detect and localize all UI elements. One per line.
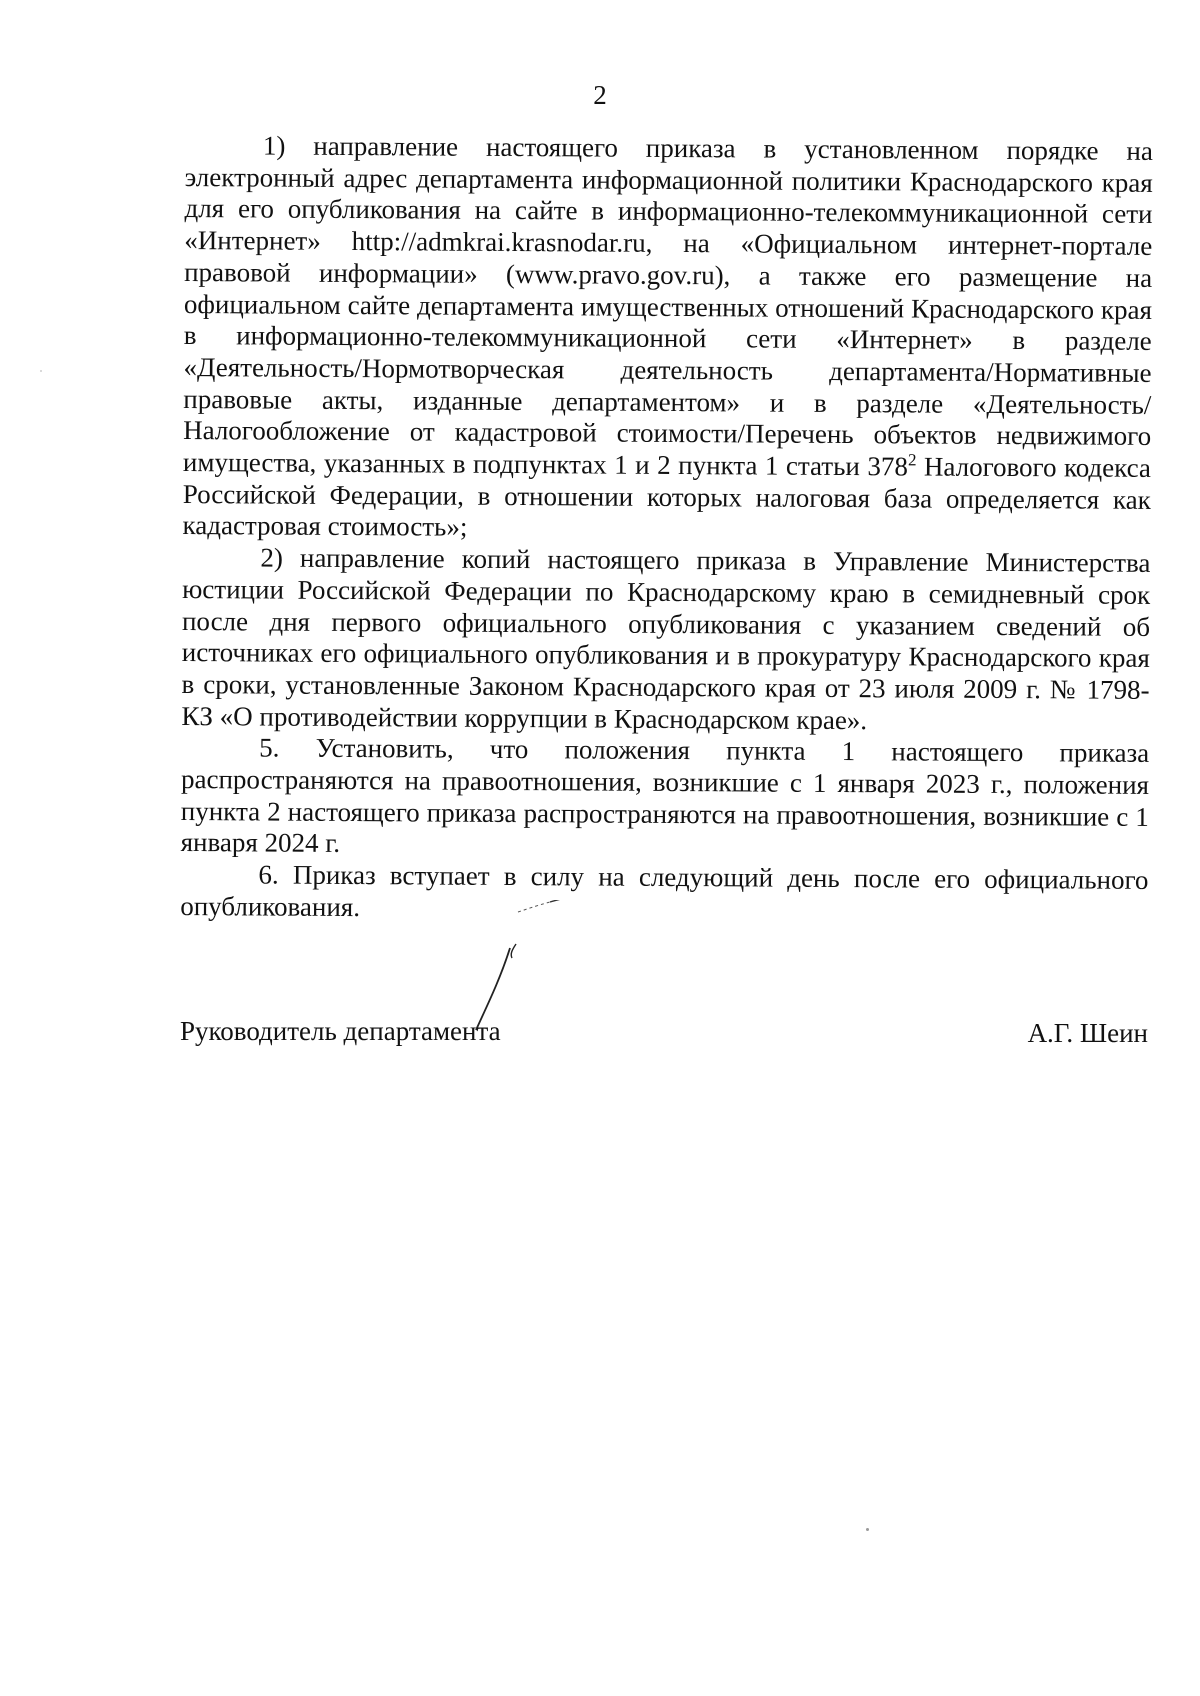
- paragraph-text: 6. Приказ вступает в силу на следующий день после его официального опубликования.: [180, 859, 1149, 922]
- signature-block: [180, 1018, 1148, 1058]
- document-body: [180, 130, 1153, 928]
- page-number: 2: [593, 80, 607, 110]
- paragraph-text-continued: Налогового кодекса Российской Федерации, в отношении которых налоговая база определяется как кадастровая стоимость»;: [182, 451, 1152, 543]
- scan-speck: [40, 370, 42, 372]
- signatory-title: Руководитель департамента: [180, 1016, 501, 1046]
- paragraph-text: 2) направление копий настоящего приказа в Управление Министерства юстиции Российской Федерации по Краснодарскому краю в семидневный срок после дня первого официального опубликования с указанием сведений об источниках его официального опубликования и в прокуратуру Краснодарского края в сроки, установленные Законом Краснодарского края от 23 июля 2009 г. № 1798-КЗ «О противодействии коррупции в Краснодарском крае».: [181, 542, 1151, 735]
- handwritten-signature: [470, 900, 800, 1130]
- paragraph-text: 1) направление настоящего приказа в установленном порядке на электронный адрес департамента информационной политики Краснодарского края для его опубликования на сайте в информационно-телекоммуникационной сети «Интернет» http://admkrai.krasnodar.ru, на «Официальном интернет-портале правовой информации» (www.pravo.gov.ru), а также его размещение на официальном сайте департамента имущественных отношений Краснодарского края в информационно-телекоммуникационной сети «Интернет» в разделе «Деятельность/Нормотворческая деятельность департамента/Нормативные правовые акты, изданные департаментом» и в разделе «Деятельность/ Налогообложение от кадастровой стоимости/Перечень объектов недвижимого имущества, указанных в подпунктах 1 и 2 пункта 1 статьи 378: [182, 130, 1153, 482]
- superscript-article-number: 2: [907, 450, 917, 470]
- paragraph-item-1: [182, 130, 1152, 548]
- scan-speck: [866, 1528, 869, 1531]
- paragraph-item-2: [181, 542, 1150, 738]
- paragraph-text: 5. Установить, что положения пункта 1 настоящего приказа распространяются на правоотношения, возникшие с 1 января 2023 г., положения пункта 2 настоящего приказа распространяются на правоотношения, возникшие с 1 января 2024 г.: [180, 732, 1150, 859]
- signatory-name: А.Г. Шеин: [1027, 1018, 1148, 1048]
- paragraph-clause-5: [181, 732, 1150, 865]
